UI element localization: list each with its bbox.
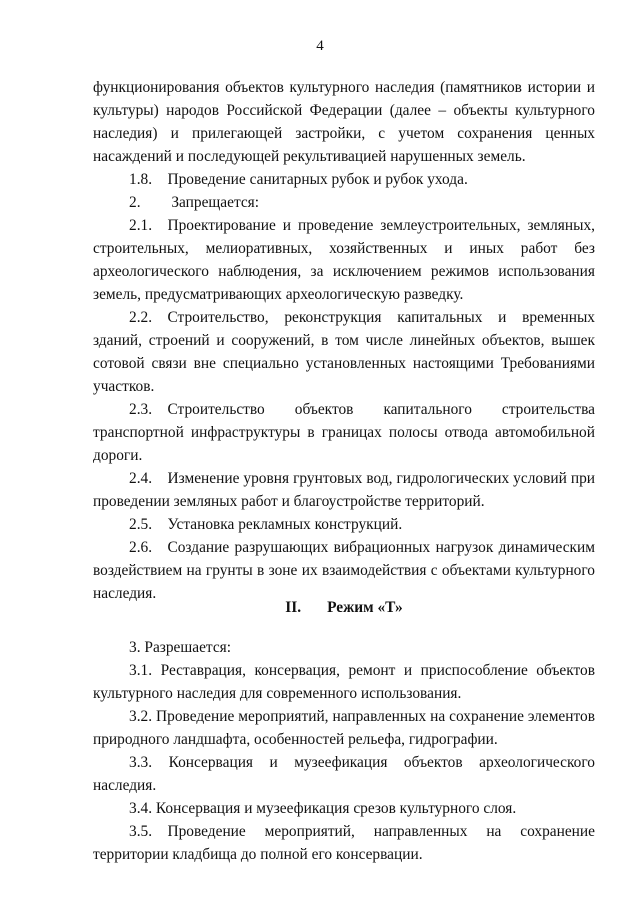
paragraph-2-3: 2.3. Строительство объектов капитального строительства транспортной инфраструктуры в границах полосы отвода автомобильной дороги.: [93, 401, 595, 464]
lower-text-block: [93, 636, 595, 866]
paragraph-2: 2. Запрещается:: [129, 194, 260, 211]
section-heading-block: [93, 596, 595, 619]
upper-text-block: [93, 76, 595, 605]
paragraph-2-5: 2.5. Установка рекламных конструкций.: [129, 516, 403, 533]
paragraph-continuation: функционирования объектов культурного наследия (памятников истории и культуры) народов Российской Федерации (далее – объекты культурного наследия) и прилегающей застройки, с учетом сохранения ценных насаждений и последующей рекультивацией нарушенных земель.: [93, 79, 595, 165]
paragraph-2-1: 2.1. Проектирование и проведение землеустроительных, земляных, строительных, мелиоративных, хозяйственных и иных работ без археологического наблюдения, за исключением режимов использования земель, предусматривающих археологическую разведку.: [93, 217, 595, 303]
paragraph-3: 3. Разрешается:: [129, 639, 232, 656]
paragraph-2-4: 2.4. Изменение уровня грунтовых вод, гидрологических условий при проведении земляных работ и благоустройстве территорий.: [93, 470, 595, 510]
paragraph-3-3: 3.3. Консервация и музеефикация объектов археологического наследия.: [93, 754, 595, 794]
paragraph-3-4: 3.4. Консервация и музеефикация срезов культурного слоя.: [129, 800, 517, 817]
paragraph-1-8: 1.8. Проведение санитарных рубок и рубок ухода.: [129, 171, 468, 188]
section-number: II.: [285, 599, 302, 616]
paragraph-3-5: 3.5. Проведение мероприятий, направленных на сохранение территории кладбища до полной его консервации.: [93, 823, 595, 863]
paragraph-2-6: 2.6. Создание разрушающих вибрационных нагрузок динамическим воздействием на грунты в зоне их взаимодействия с объектами культурного наследия.: [93, 539, 595, 602]
paragraph-2-2: 2.2. Строительство, реконструкция капитальных и временных зданий, строений и сооружений, в том числе линейных объектов, вышек сотовой связи вне специально установленных настоящими Требованиями участков.: [93, 309, 595, 395]
paragraph-3-1: 3.1. Реставрация, консервация, ремонт и приспособление объектов культурного наследия для современного использования.: [93, 662, 595, 702]
section-heading: [93, 596, 595, 619]
page-number: 4: [316, 38, 324, 54]
section-title: Режим «Т»: [327, 599, 403, 616]
paragraph-3-2: 3.2. Проведение мероприятий, направленных на сохранение элементов природного ландшафта, особенностей рельефа, гидрографии.: [93, 708, 595, 748]
